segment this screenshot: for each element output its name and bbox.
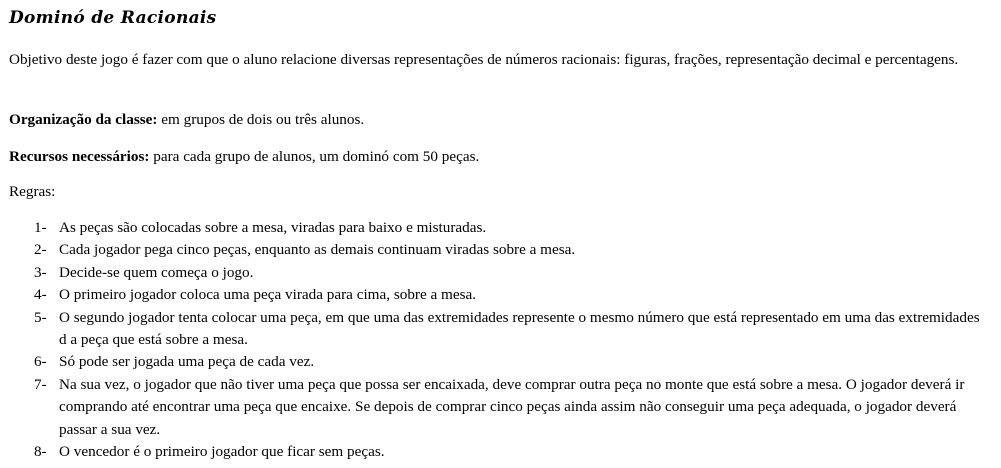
rule-text: As peças são colocadas sobre a mesa, viradas para baixo e misturadas. [59, 219, 487, 236]
rules-list [34, 217, 989, 463]
rule-text: O vencedor é o primeiro jogador que ficar sem peças. [59, 443, 385, 461]
rule-item [34, 284, 989, 306]
rule-number: 3- [34, 263, 47, 281]
resources-paragraph [9, 146, 979, 168]
rule-item [34, 307, 989, 352]
resources-text: para cada grupo de alunos, um dominó com 50 peças. [149, 148, 480, 165]
rule-number: 8- [34, 443, 47, 461]
class-organization-paragraph [9, 109, 979, 131]
rule-number: 1- [34, 219, 47, 236]
rule-number: 6- [34, 353, 47, 371]
rules-heading: Regras: [9, 183, 56, 200]
objective-paragraph: Objetivo deste jogo é fazer com que o aluno relacione diversas representações de números racionais: figuras, frações, representação decimal e percentagens. [9, 51, 959, 68]
rule-item [34, 441, 989, 463]
document-title: Dominó de Racionais [9, 8, 217, 28]
rule-text: Cada jogador pega cinco peças, enquanto as demais continuam viradas sobre a mesa. [59, 241, 576, 259]
rule-number: 5- [34, 308, 47, 326]
rule-number: 4- [34, 286, 47, 304]
rule-text: Na sua vez, o jogador que não tiver uma peça que possa ser encaixada, deve comprar outra peça no monte que está sobre a mesa. O jogador deverá ir comprando até encontrar uma peça que encaixe. Se depois de comprar cinco peças ainda assim não conseguir uma peça adequada, o jogador deverá passar a sua vez. [59, 375, 965, 438]
rule-text: Decide-se quem começa o jogo. [59, 263, 254, 281]
rule-text: Só pode ser jogada uma peça de cada vez. [59, 353, 315, 371]
rule-item [34, 239, 989, 261]
rule-text: O primeiro jogador coloca uma peça virada para cima, sobre a mesa. [59, 286, 477, 304]
rule-item [34, 262, 989, 284]
class-organization-text: em grupos de dois ou três alunos. [157, 111, 365, 128]
rule-item [34, 217, 989, 239]
resources-label: Recursos necessários: [9, 148, 150, 165]
rule-item [34, 374, 989, 441]
rule-item [34, 351, 989, 373]
rule-text: O segundo jogador tenta colocar uma peça, em que uma das extremidades represente o mesmo número que está representado em uma das extremidades d a peça que está sobre a mesa. [59, 308, 980, 349]
rule-number: 7- [34, 375, 47, 393]
rule-number: 2- [34, 241, 47, 259]
class-organization-label: Organização da classe: [9, 111, 158, 128]
